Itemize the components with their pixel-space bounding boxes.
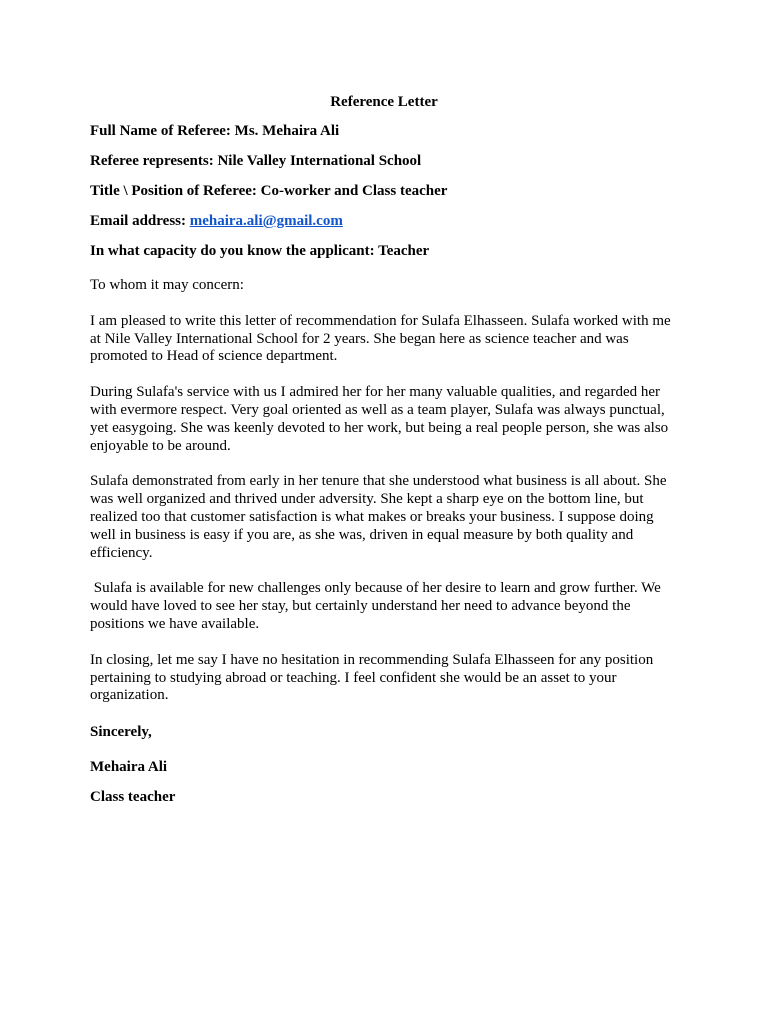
referee-email [90, 212, 678, 230]
referee-capacity: In what capacity do you know the applicant: Teacher [90, 243, 430, 259]
paragraph-availability: Sulafa is available for new challenges only because of her desire to learn and grow further. We would have loved to see her stay, but certainly understand her need to advance beyond the positions we have available. [90, 580, 665, 632]
email-label: Email address: [90, 213, 190, 229]
letter-page [90, 93, 678, 823]
closing-sincerely: Sincerely, [90, 724, 152, 741]
signer-name: Mehaira Ali [90, 759, 168, 776]
referee-represents: Referee represents: Nile Valley International School [90, 153, 422, 169]
letter-title: Reference Letter [330, 94, 438, 110]
email-link[interactable]: mehaira.ali@gmail.com [189, 213, 343, 229]
referee-position: Title \ Position of Referee: Co-worker and Class teacher [90, 183, 448, 199]
paragraph-qualities: During Sulafa's service with us I admired her for her many valuable qualities, and regarded her with evermore respect. Very goal oriented as well as a team player, Sulafa was always punctual, yet easygoing. She was keenly devoted to her work, but being a real people person, she was also enjoyable to be around. [90, 384, 669, 454]
signer-title: Class teacher [90, 789, 176, 806]
referee-full-name: Full Name of Referee: Ms. Mehaira Ali [90, 123, 340, 139]
paragraph-intro: I am pleased to write this letter of recommendation for Sulafa Elhasseen. Sulafa worked with me at Nile Valley International School for 2 years. She began here as science teacher and was promoted to Head of science department. [90, 312, 671, 365]
paragraph-business: Sulafa demonstrated from early in her tenure that she understood what business is all about. She was well organized and thrived under adversity. She kept a sharp eye on the bottom line, but realized too that customer satisfaction is what makes or breaks your business. I suppose doing well in business is easy if you are, as she was, driven in equal measure by both quality and efficiency. [90, 473, 667, 561]
paragraph-closing: In closing, let me say I have no hesitation in recommending Sulafa Elhasseen for any position pertaining to studying abroad or teaching. I feel confident she would be an asset to your organization. [90, 651, 654, 704]
salutation: To whom it may concern: [90, 277, 244, 293]
